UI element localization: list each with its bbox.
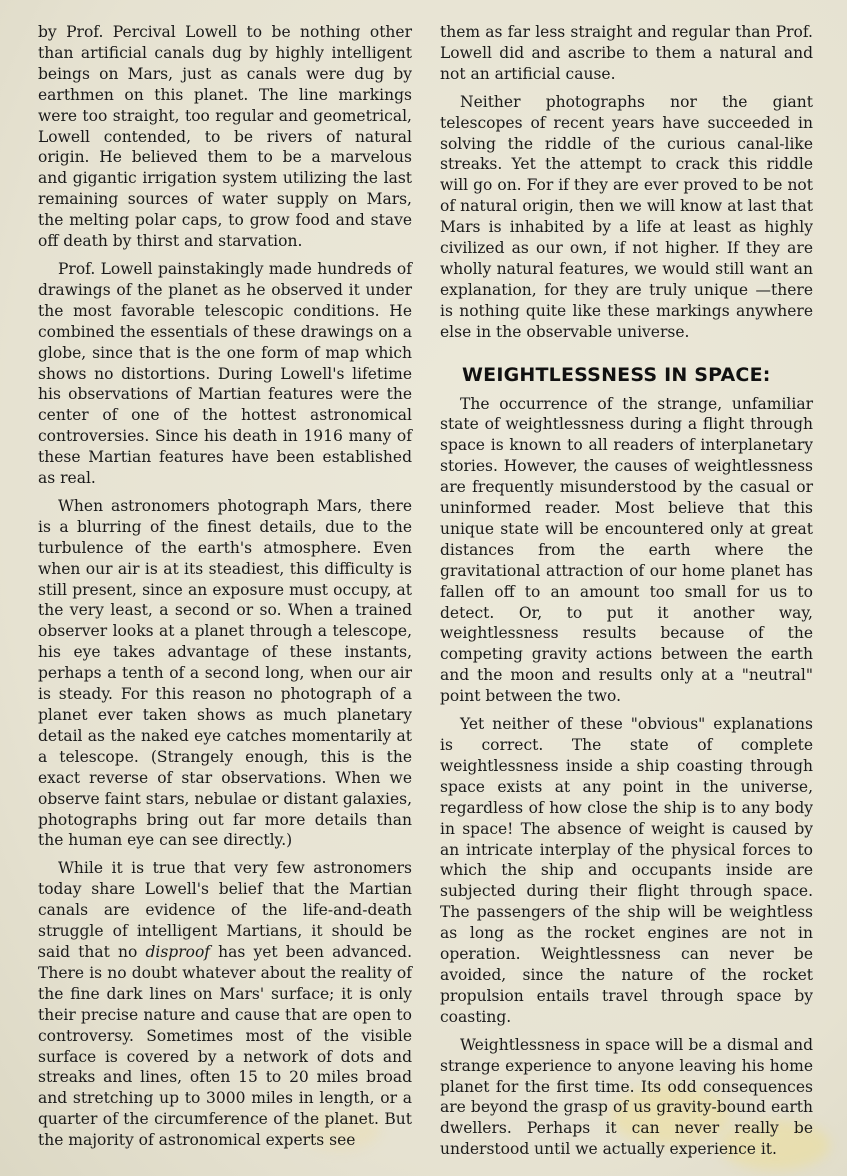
paragraph: them as far less straight and regular than Prof. Lowell did and ascribe to them a natural and not an artificial cause.: [440, 23, 813, 83]
emphasis-text: disproof: [145, 942, 211, 961]
right-column: [440, 22, 813, 1167]
section-heading: WEIGHTLESSNESS IN SPACE:: [462, 363, 771, 386]
paragraph: by Prof. Percival Lowell to be nothing other than artificial canals dug by highly intelligent beings on Mars, just as canals were dug by earthmen on this planet. The line markings were too straight, too regular and geometrical, Lowell contended, to be rivers of natural origin. He believed them to be a marvelous and gigantic irrigation system utilizing the last remaining sources of water supply on Mars, the melting polar caps, to grow food and stave off death by thirst and starvation.: [38, 23, 412, 251]
left-column: [38, 22, 412, 1158]
paragraph-text: has yet been advanced. There is no doubt whatever about the reality of the fine dark lines on Mars' surface; it is only their precise nature and cause that are open to controversy. Sometimes most of the visible surface is covered by a network of dots and streaks and lines, often 15 to 20 miles broad and stretching up to 3000 miles in length, or a quarter of the circumference of the planet. But the majority of astronomical experts see: [38, 942, 412, 1150]
paragraph: The occurrence of the strange, unfamiliar state of weightlessness during a flight through space is known to all readers of interplanetary stories. However, the causes of weightlessness are frequently misunderstood by the casual or uninformed reader. Most believe that this unique state will be encountered only at great distances from the earth where the gravitational attraction of our home planet has fallen off to an amount too small for us to detect. Or, to put it another way, weightlessness results because of the competing gravity actions between the earth and the moon and results only at a "neutral" point between the two.: [440, 394, 813, 706]
paragraph: When astronomers photograph Mars, there is a blurring of the finest details, due to the turbulence of the earth's atmosphere. Even when our air is at its steadiest, this difficulty is still present, since an exposure must occupy, at the very least, a second or so. When a trained observer looks at a planet through a telescope, his eye takes advantage of these instants, perhaps a tenth of a second long, when our air is steady. For this reason no photograph of a planet ever taken shows as much planetary detail as the naked eye catches momentarily at a telescope. (Strangely enough, this is the exact reverse of star observations. When we observe faint stars, nebulae or distant galaxies, photographs bring out far more details than the human eye can see directly.): [38, 496, 412, 850]
paragraph-text: While it is true that very few astronomers today share Lowell's belief that the Martian canals are evidence of the life-and-death struggle of intelligent Martians, it should be said that no: [38, 859, 412, 961]
paragraph: [38, 858, 412, 1151]
paragraph: Yet neither of these "obvious" explanations is correct. The state of complete weightlessness inside a ship coasting through space exists at any point in the universe, regardless of how close the ship is to any body in space! The absence of weight is caused by an intricate interplay of the physical forces to which the ship and occupants inside are subjected during their flight through space. The passengers of the ship will be weightless as long as the rocket engines are not in operation. Weightlessness can never be avoided, since the nature of the rocket propulsion entails travel through space by coasting.: [440, 715, 813, 1026]
paragraph: Weightlessness in space will be a dismal and strange experience to anyone leaving his home planet for the first time. Its odd consequences are beyond the grasp of us gravity-bound earth dwellers. Perhaps it can never really be understood until we actually experience it.: [440, 1035, 813, 1159]
paragraph: Prof. Lowell painstakingly made hundreds of drawings of the planet as he observed it under the most favorable telescopic conditions. He combined the essentials of these drawings on a globe, since that is the one form of map which shows no distortions. During Lowell's lifetime his observations of Martian features were the center of one of the hottest astronomical controversies. Since his death in 1916 many of these Martian features have been established as real.: [38, 259, 412, 488]
paragraph: Neither photographs nor the giant telescopes of recent years have succeeded in solving the riddle of the curious canal-like streaks. Yet the attempt to crack this riddle will go on. For if they are ever proved to be not of natural origin, then we will know at last that Mars is inhabited by a life at least as highly civilized as our own, if not higher. If they are wholly natural features, we would still want an explanation, for they are truly unique —there is nothing quite like these markings anywhere else in the observable universe.: [440, 92, 813, 341]
